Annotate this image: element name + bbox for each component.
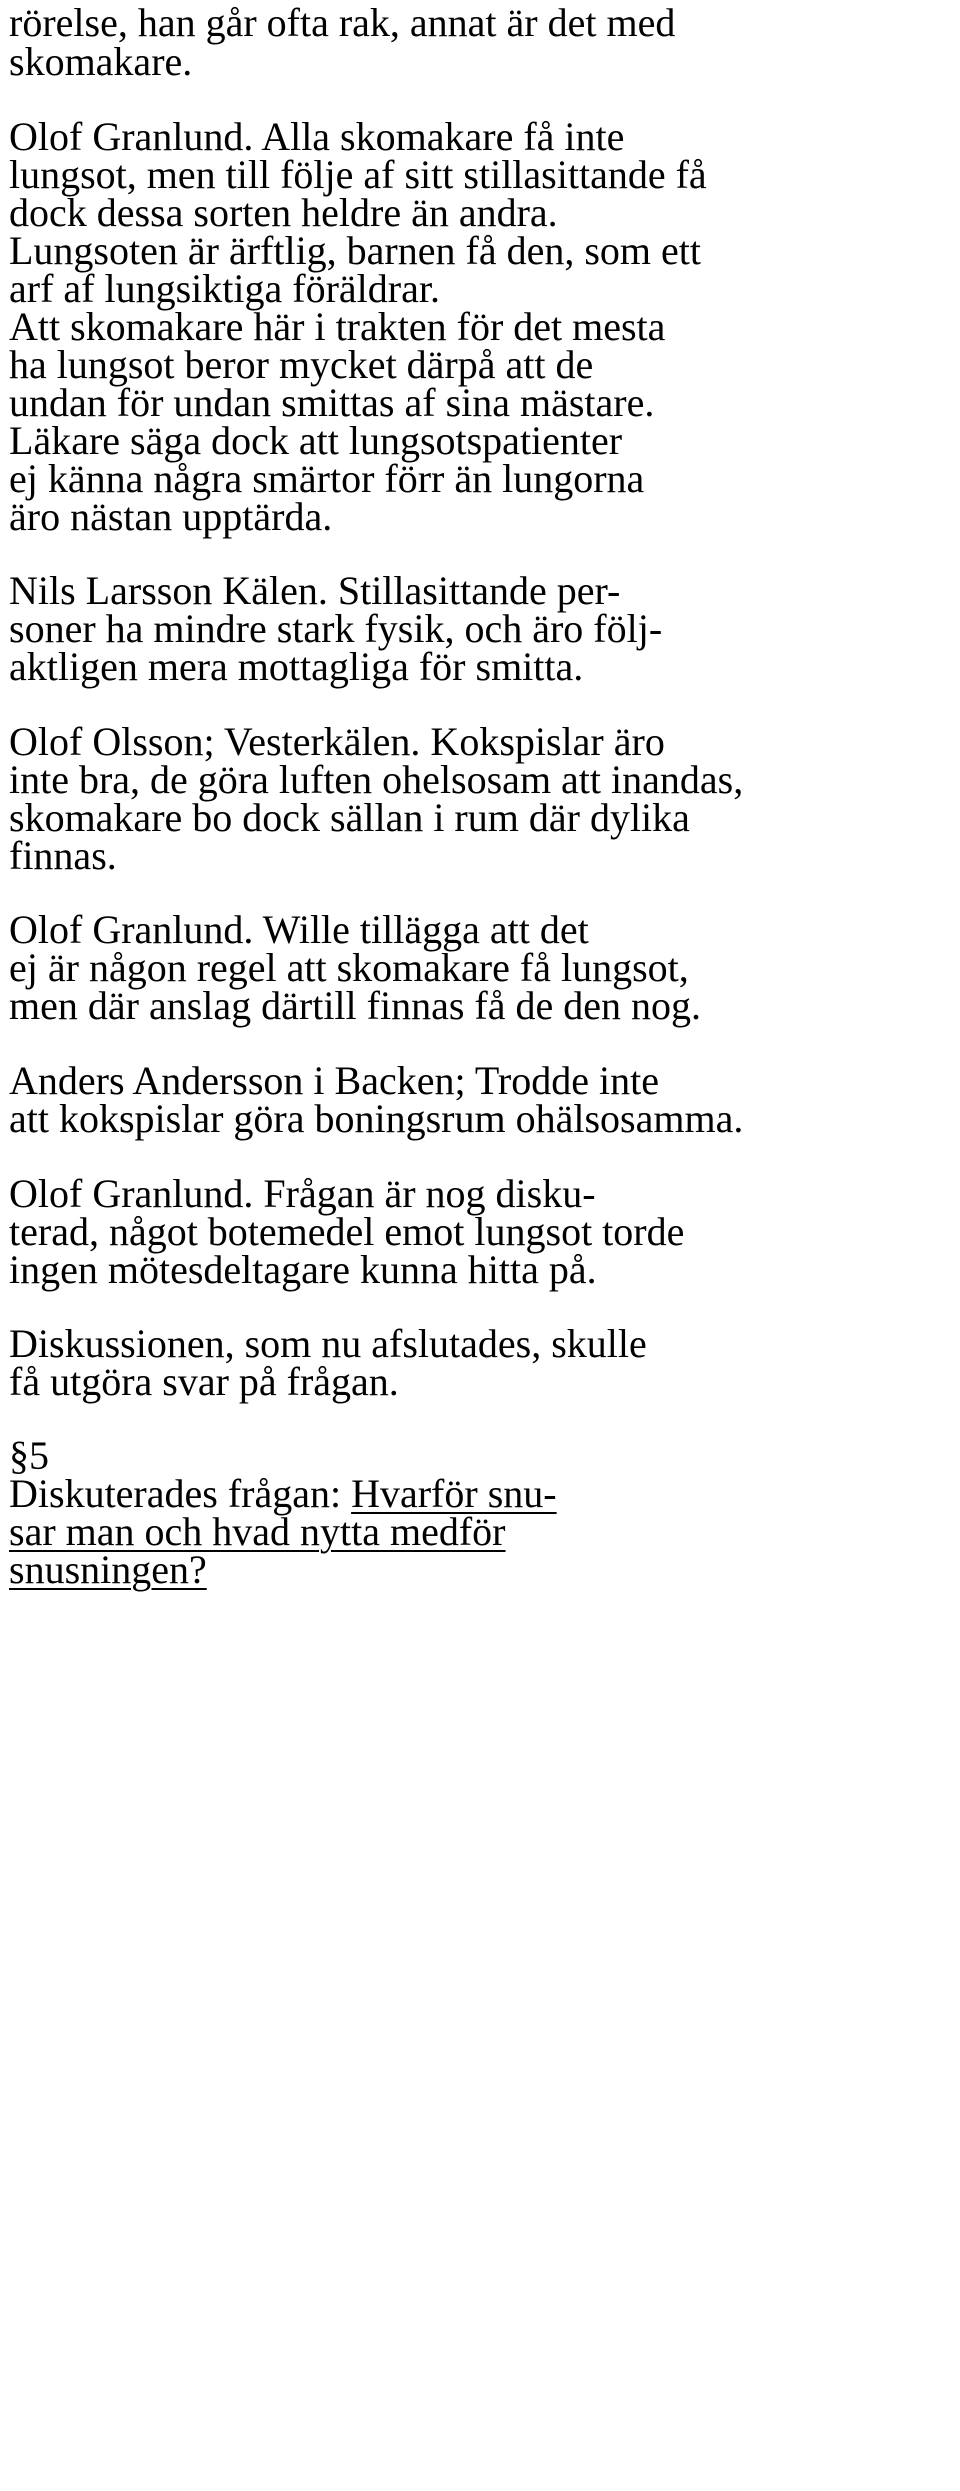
text-line: Lungsoten är ärftlig, barnen få den, som ett	[9, 228, 701, 273]
text-line: soner ha mindre stark fysik, och äro följ-	[9, 606, 663, 651]
question-prefix: Diskuterades frågan:	[9, 1471, 352, 1516]
text-line: lungsot, men till följe af sitt stillasittande få	[9, 152, 707, 197]
text-line: att kokspislar göra boningsrum ohälsosamma.	[9, 1096, 744, 1141]
text-line: inte bra, de göra luften ohelsosam att inandas,	[9, 757, 744, 802]
text-line: arf af lungsiktiga föräldrar.	[9, 266, 440, 311]
text-line: Nils Larsson Kälen. Stillasittande per-	[9, 568, 621, 613]
text-line: terad, något botemedel emot lungsot torde	[9, 1209, 685, 1254]
text-line: ha lungsot beror mycket därpå att de	[9, 342, 594, 387]
text-line: Olof Granlund. Frågan är nog disku-	[9, 1171, 596, 1216]
text-line: rörelse, han går ofta rak, annat är det med	[9, 0, 676, 45]
text-line: Olof Granlund. Wille tillägga att det	[9, 907, 589, 952]
text-line: finnas.	[9, 833, 117, 878]
text-line: Anders Andersson i Backen; Trodde inte	[9, 1058, 659, 1103]
text-line: ej känna några smärtor förr än lungorna	[9, 456, 645, 501]
text-line: Olof Granlund. Alla skomakare få inte	[9, 114, 625, 159]
section-number: §5	[9, 1433, 49, 1478]
question-text: Hvarför snu-	[351, 1471, 557, 1516]
text-line: aktligen mera mottagliga för smitta.	[9, 644, 584, 689]
text-line: undan för undan smittas af sina mästare.	[9, 380, 655, 425]
question-line	[9, 1471, 557, 1516]
text-line: äro nästan upptärda.	[9, 494, 333, 539]
text-line: Olof Olsson; Vesterkälen. Kokspislar äro	[9, 719, 665, 764]
text-line: ingen mötesdeltagare kunna hitta på.	[9, 1247, 597, 1292]
text-line: få utgöra svar på frågan.	[9, 1359, 399, 1404]
text-line: dock dessa sorten heldre än andra.	[9, 190, 558, 235]
text-line: Diskussionen, som nu afslutades, skulle	[9, 1321, 647, 1366]
text-line: skomakare.	[9, 39, 193, 84]
question-text: sar man och hvad nytta medför	[9, 1509, 506, 1554]
text-line: Att skomakare här i trakten för det mesta	[9, 304, 666, 349]
text-line: skomakare bo dock sällan i rum där dylika	[9, 795, 690, 840]
text-line: men där anslag därtill finnas få de den nog.	[9, 983, 701, 1028]
question-text: snusningen?	[9, 1547, 207, 1592]
text-line: Läkare säga dock att lungsotspatienter	[9, 418, 623, 463]
text-line: ej är någon regel att skomakare få lungsot,	[9, 945, 689, 990]
